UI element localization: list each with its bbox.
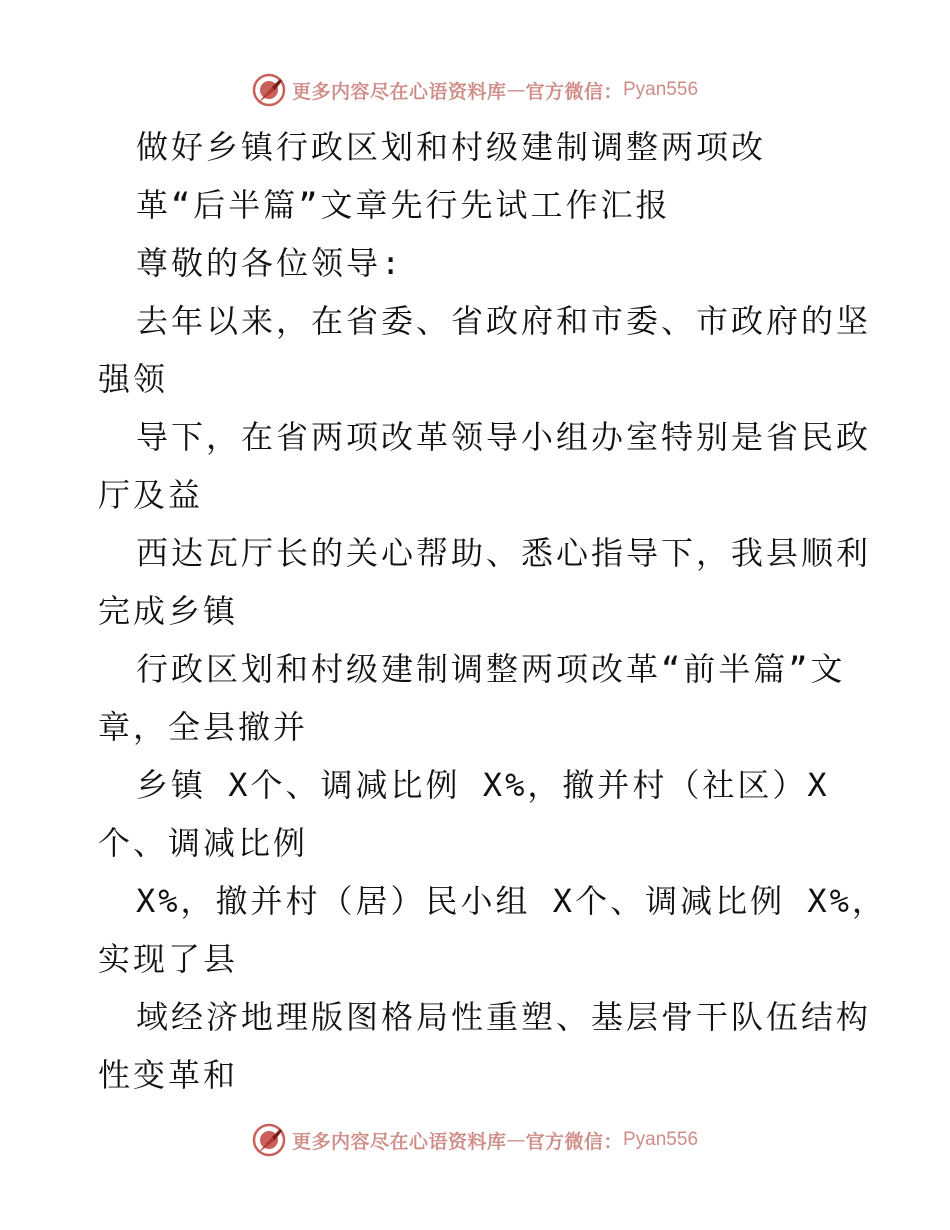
watermark-separator: — bbox=[506, 79, 526, 101]
body-line: 个、调减比例 bbox=[98, 824, 309, 862]
watermark-text: 更多内容尽在心语资料库 bbox=[291, 80, 507, 103]
body-line: 性变革和 bbox=[98, 1056, 239, 1094]
body-line: 域经济地理版图格局性重塑、基层骨干队伍结构 bbox=[136, 998, 872, 1036]
body-line: 完成乡镇 bbox=[98, 592, 239, 630]
title-line-1: 做好乡镇行政区划和村级建制调整两项改 bbox=[136, 128, 767, 166]
body-line: 实现了县 bbox=[98, 940, 239, 978]
body-line: 章，全县撤并 bbox=[98, 708, 309, 746]
title-line-2: 革“后半篇”文章先行先试工作汇报 bbox=[136, 186, 671, 224]
pen-logo-icon bbox=[252, 1123, 286, 1157]
watermark-account: Pyan556 bbox=[623, 1129, 699, 1150]
body-line: X%，撤并村（居）民小组 X个、调减比例 X%， bbox=[136, 882, 887, 920]
body-line: 西达瓦厅长的关心帮助、悉心指导下，我县顺利 bbox=[136, 534, 872, 572]
watermark-text: 更多内容尽在心语资料库 bbox=[291, 1130, 507, 1153]
body-line: 乡镇 X个、调减比例 X%，撤并村（社区）X bbox=[136, 766, 830, 804]
watermark-account: Pyan556 bbox=[623, 79, 699, 100]
body-line: 行政区划和村级建制调整两项改革“前半篇”文 bbox=[136, 650, 846, 688]
salutation: 尊敬的各位领导: bbox=[136, 244, 404, 282]
document-body bbox=[98, 118, 887, 1104]
header-watermark bbox=[0, 70, 950, 110]
body-line: 导下，在省两项改革领导小组办室特别是省民政 bbox=[136, 418, 872, 456]
watermark-separator: — bbox=[506, 1129, 526, 1151]
body-line: 厅及益 bbox=[98, 476, 204, 514]
watermark-label: 官方微信： bbox=[525, 1130, 623, 1153]
body-line: 去年以来，在省委、省政府和市委、市政府的坚 bbox=[136, 302, 872, 340]
pen-logo-icon bbox=[252, 73, 286, 107]
footer-watermark bbox=[0, 1120, 950, 1160]
watermark-label: 官方微信： bbox=[525, 80, 623, 103]
body-line: 强领 bbox=[98, 360, 169, 398]
